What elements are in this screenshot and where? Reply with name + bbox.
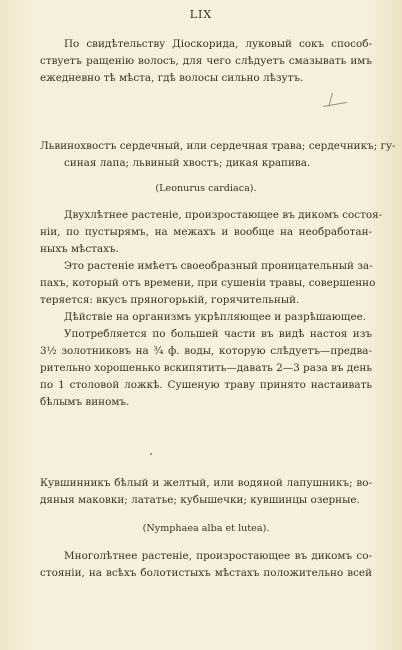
text-line: ствуетъ ращенію волосъ, для чего слѣдуетъ смазывать имъ <box>40 55 372 67</box>
text-line: пахъ, который отъ времени, при сушеніи травы, совершенно <box>40 277 376 289</box>
text-line: теряется: вкусъ пряногорькій, горячительный. <box>40 294 300 306</box>
intro-paragraph <box>40 36 372 87</box>
nymphaea-heading <box>40 475 372 509</box>
text-line: стояніи, на всѣхъ болотистыхъ мѣстахъ положительно всей <box>40 567 372 579</box>
page-number: LIX <box>189 8 213 21</box>
heading-line: Кувшинникъ бѣлый и желтый, или водяной лапушникъ; во- <box>40 477 372 489</box>
text-line: Употребляется по большей части въ видѣ настоя изъ <box>64 328 372 340</box>
text-line: Это растеніе имѣетъ своеобразный проницательный за- <box>64 260 373 272</box>
latin-name: (Nymphaea alba et lutea). <box>142 523 270 534</box>
text-line: Двухлѣтнее растеніе, произростающее въ дикомъ состоя- <box>64 209 383 221</box>
text-line: ніи, по пустырямъ, на межахъ и вообще на необработан- <box>40 226 372 238</box>
nymphaea-text <box>40 548 372 582</box>
text-line: ежедневно тѣ мѣста, гдѣ волосы сильно лѣзутъ. <box>40 72 304 84</box>
heading-line: Львинохвостъ сердечный, или сердечная трава; сердечникъ; гу- <box>40 140 396 152</box>
nymphaea-latin <box>40 520 372 537</box>
text-line: Дѣйствіе на организмъ укрѣпляющее и разрѣшающее. <box>64 311 367 323</box>
text-line: бѣлымъ виномъ. <box>40 396 130 408</box>
ink-speck <box>150 453 152 455</box>
leonurus-text <box>40 207 383 411</box>
text-line: По свидѣтельству Діоскорида, луковый сокъ способ- <box>64 38 372 50</box>
leonurus-latin <box>40 180 372 197</box>
heading-line: синая лапа; львиный хвостъ; дикая крапива. <box>64 157 311 169</box>
heading-line: дяныя маковки; лататье; кубышечки; кувшинцы озерные. <box>40 494 360 506</box>
text-line: по 1 столовой ложкѣ. Сушеную траву принято настаивать <box>40 379 372 391</box>
text-line: Многолѣтнее растеніе, произростающее въ дикомъ со- <box>64 550 372 562</box>
leonurus-heading <box>40 138 396 172</box>
text-line: 3½ золотниковъ на ¾ ф. воды, которую слѣдуетъ—предва- <box>40 345 372 357</box>
latin-name: (Leonurus cardiaca). <box>155 183 257 194</box>
text-line: рительно хорошенько вскипятить—давать 2—3 раза въ день <box>40 362 372 374</box>
pencil-mark <box>321 90 347 107</box>
text-line: ныхъ мѣстахъ. <box>40 243 119 255</box>
